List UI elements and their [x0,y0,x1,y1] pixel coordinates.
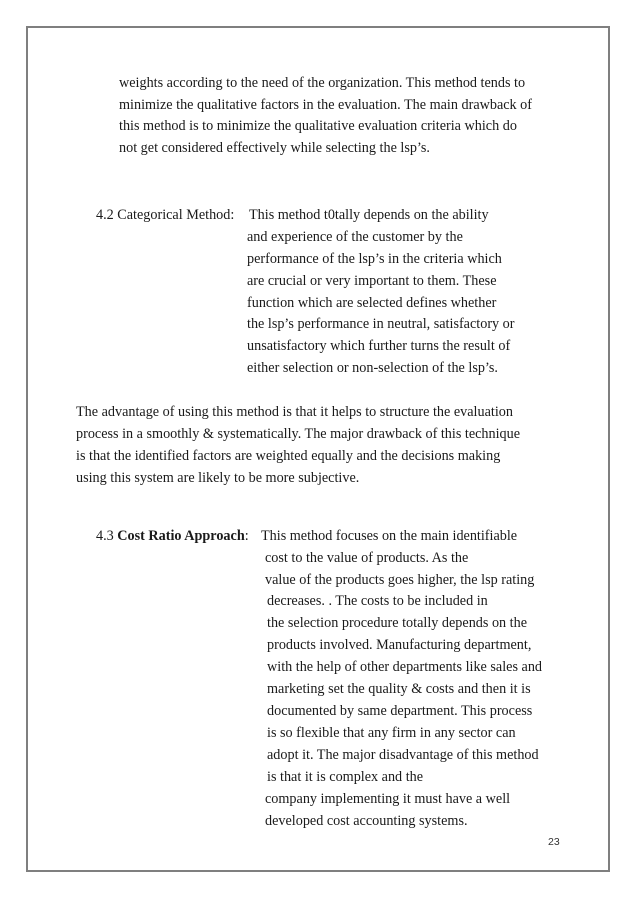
section-line: adopt it. The major disadvantage of this method [267,747,539,763]
section-line: is so flexible that any firm in any sector can [267,725,516,741]
section-line: documented by same department. This process [267,703,533,719]
section-line: marketing set the quality & costs and then it is [267,681,531,697]
section-line: value of the products goes higher, the lsp rating [265,572,535,588]
page-number: 23 [548,836,560,848]
section-line: developed cost accounting systems. [265,813,468,829]
section-colon: : [244,528,249,544]
section-line: either selection or non-selection of the lsp’s. [247,360,498,376]
section-line: products involved. Manufacturing department, [267,637,532,653]
section-line: is that it is complex and the [267,769,424,785]
section-line: This method focuses on the main identifiable [261,528,518,544]
section-line: are crucial or very important to them. These [247,273,497,289]
section-heading: 4.2 Categorical Method: [96,207,235,223]
paragraph-line: not get considered effectively while selecting the lsp’s. [119,140,430,156]
section-line: unsatisfactory which further turns the result of [247,338,511,354]
paragraph-line: this method is to minimize the qualitative evaluation criteria which do [119,118,517,134]
paragraph-line: is that the identified factors are weighted equally and the decisions making [76,448,501,464]
section-line: the selection procedure totally depends on the [267,615,528,631]
section-line: the lsp’s performance in neutral, satisfactory or [247,316,515,332]
section-line: cost to the value of products. As the [265,550,469,566]
paragraph-line: process in a smoothly & systematically. The major drawback of this technique [76,426,521,442]
section-title: Cost Ratio Approach [117,528,245,544]
section-heading [96,527,249,545]
section-line: company implementing it must have a well [265,791,511,807]
paragraph-line: The advantage of using this method is that it helps to structure the evaluation [76,404,513,420]
paragraph-line: weights according to the need of the organization. This method tends to [119,75,526,91]
paragraph-line: using this system are likely to be more subjective. [76,470,360,486]
section-line: and experience of the customer by the [247,229,463,245]
section-line: decreases. . The costs to be included in [267,593,488,609]
section-line: with the help of other departments like sales and [267,659,543,675]
section-line: This method t0tally depends on the ability [249,207,489,223]
paragraph-line: minimize the qualitative factors in the evaluation. The main drawback of [119,97,533,113]
section-number: 4.3 [96,528,118,544]
section-line: performance of the lsp’s in the criteria which [247,251,502,267]
section-line: function which are selected defines whether [247,295,497,311]
